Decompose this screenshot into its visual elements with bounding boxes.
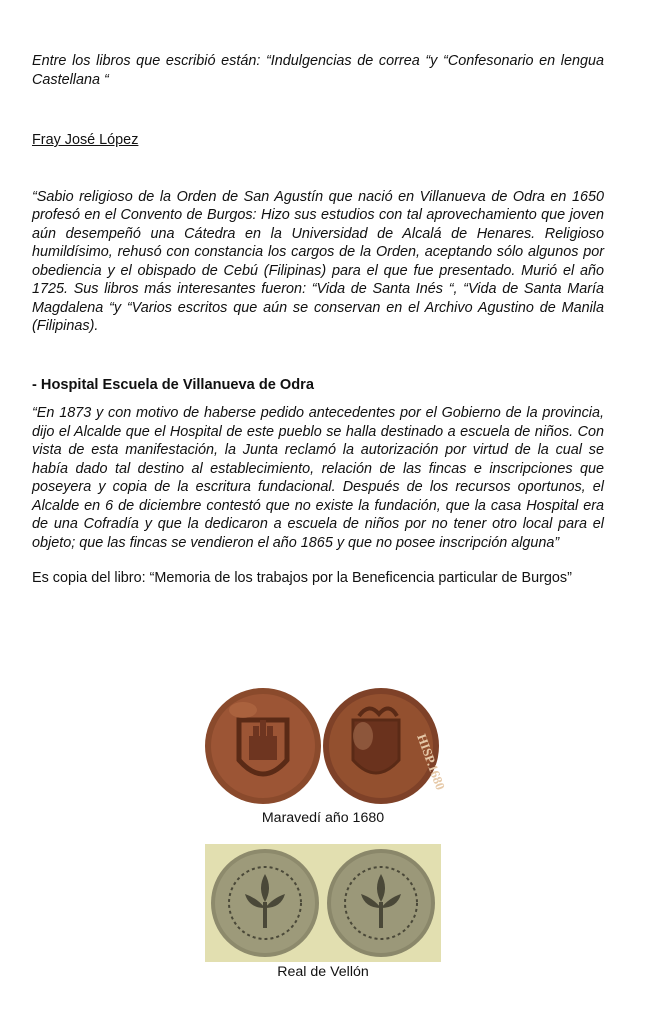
maravedi-coins-image [203, 680, 449, 808]
real-vellon-caption: Real de Vellón [277, 964, 369, 980]
source-paragraph: Es copia del libro: “Memoria de los trabajos por la Beneficencia particular de Burgos” [32, 570, 572, 586]
author-name: Fray José López [32, 132, 139, 148]
coin1-legend-text: HISP.1680 [414, 731, 449, 792]
document-body [32, 52, 604, 588]
real-vellon-coins-image [205, 844, 441, 962]
biography-paragraph: “Sabio religioso de la Orden de San Agustín que nació en Villanueva de Odra en 1650 profesó en el Convento de Burgos: Hizo sus estudios con tal aprovechamiento que joven aún desempeñó una Cátedra en la Universidad de Alcalá de Henares. Religioso humildísimo, rehusó con constancia los cargos de la Orden, aceptando sólo algunos por obediencia y el obispado de Cebú (Filipinas) para el que fue presentado. Murió el año 1725. Sus libros más interesantes fueron: “Vida de Santa Inés “, “Vida de Santa María Magdalena “y “Varios escritos que aún se conservan en el Archivo Agustino de Manila (Filipinas). [32, 188, 604, 334]
section-heading: - Hospital Escuela de Villanueva de Odra [32, 376, 314, 393]
maravedi-caption: Maravedí año 1680 [261, 810, 385, 826]
real-vellon-figure [0, 844, 646, 980]
maravedi-figure [0, 680, 646, 826]
books-intro-paragraph: Entre los libros que escribió están: “Indulgencias de correa “y “Confesonario en lengua Castellana “ [32, 53, 604, 88]
hospital-paragraph: “En 1873 y con motivo de haberse pedido antecedentes por el Gobierno de la provincia, dijo el Alcalde que el Hospital de este pueblo se halla destinado a escuela de niños. Con vista de esta manifestación, la Junta reclamó la autorización por virtud de la cual se había dado tal destino al establecimiento, relación de las fincas e inscripciones que poseyera y copia de la escritura fundacional. Después de los recursos oportunos, el Alcalde en 6 de diciembre contestó que no existe la fundación, que la casa Hospital era de una Cofradía y que la dedicaron a escuela de niños por no tener otro local para el objeto; que las fincas se vendieron el año 1865 y que no posee inscripción alguna” [32, 405, 604, 551]
